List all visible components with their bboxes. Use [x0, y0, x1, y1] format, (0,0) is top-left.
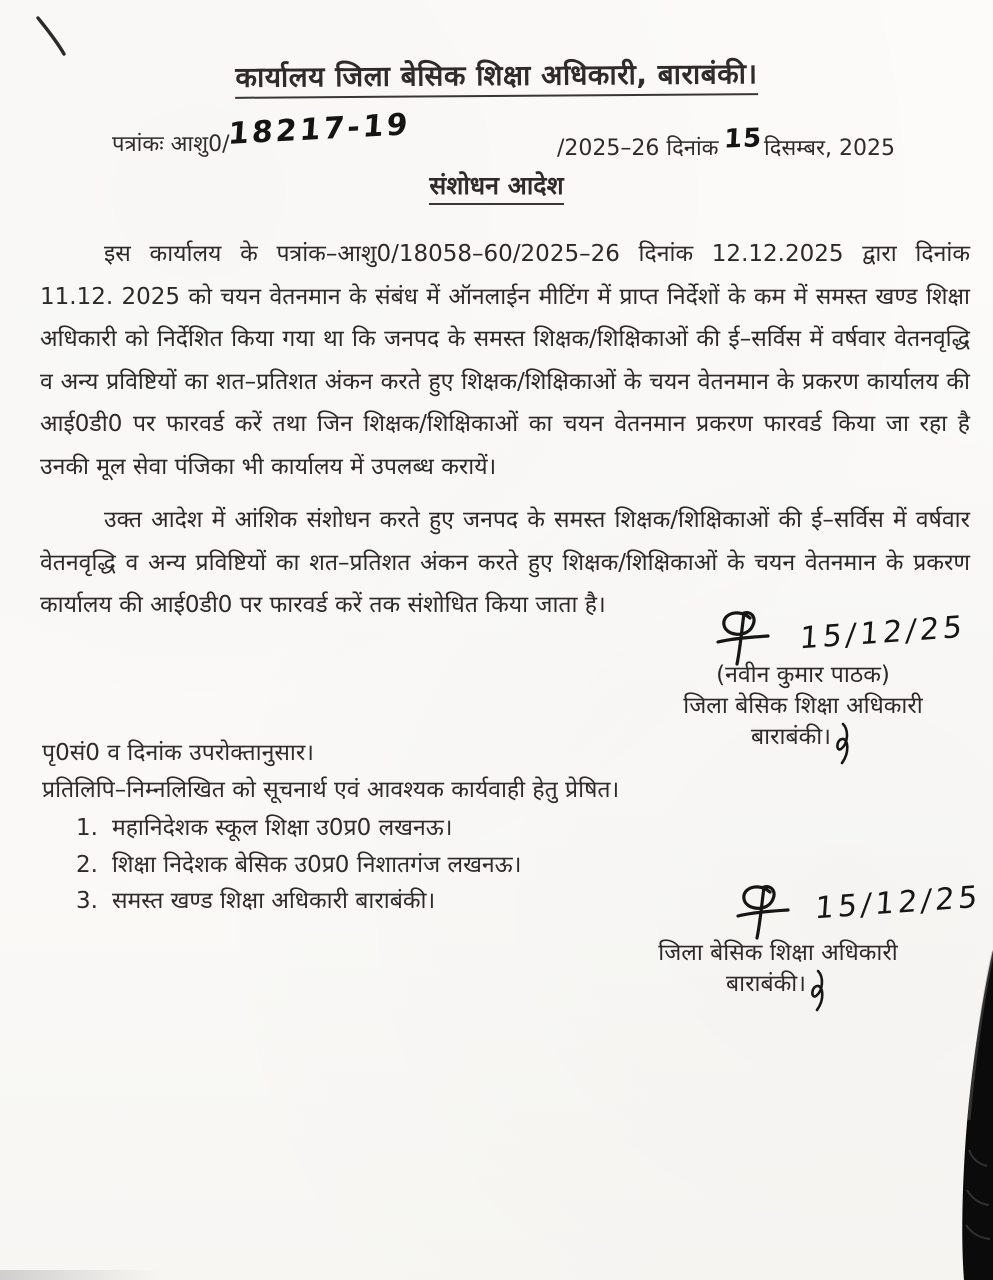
copy-list: [76, 810, 521, 920]
signatory-1-designation: जिला बेसिक शिक्षा अधिकारी: [683, 693, 923, 719]
date-day-handwritten: 15: [723, 123, 763, 155]
fiscal-date-prefix: /2025–26 दिनांक: [557, 136, 719, 161]
signature-2: [728, 878, 988, 944]
signatory-1-name: (नवीन कुमार पाठक): [716, 662, 890, 688]
paragraph-2: उक्त आदेश में आंशिक संशोधन करते हुए जनपद के समस्त शिक्षक/शिक्षिकाओं की ई–सर्विस में वर्षवार वेतनवृद्धि व अन्य प्रविष्टियों का शत–प्रतिशत अंकन करते हुए शिक्षक/शिक्षिकाओं के चयन वेतनमान के प्रकरण कार्यालय की आई0डी0 पर फारवर्ड करें तक संशोधित किया जाता है।: [40, 507, 970, 618]
copy-item-text: शिक्षा निदेशक बेसिक उ0प्र0 निशातगंज लखनऊ।: [111, 851, 522, 878]
office-title-row: [0, 53, 993, 98]
signatory-2-block: [608, 938, 948, 1013]
scan-shadow: [929, 950, 993, 1280]
subject-heading-row: [0, 168, 993, 202]
pen-stroke-top-left: [30, 10, 80, 66]
copy-item-text: महानिदेशक स्कूल शिक्षा उ0प्र0 लखनऊ।: [111, 815, 453, 841]
copy-item: [76, 883, 521, 920]
signatory-2-designation: जिला बेसिक शिक्षा अधिकारी: [658, 940, 898, 966]
office-title: कार्यालय जिला बेसिक शिक्षा अधिकारी, बाराबंकी।: [235, 57, 757, 99]
copy-item: [76, 810, 521, 847]
date-rest: दिसम्बर, 2025: [764, 136, 895, 161]
scan-edge-bottom-left: [0, 1270, 160, 1280]
copy-line: प्रतिलिपि–निम्नलिखित को सूचनार्थ एवं आवश्यक कार्यवाही हेतु प्रेषित।: [42, 777, 620, 803]
pen-flourish-icon: [833, 722, 855, 766]
signatory-2-place: बाराबंकी।: [726, 971, 806, 997]
copy-item-text: समस्त खण्ड शिक्षा अधिकारी बाराबंकी।: [111, 888, 436, 914]
subject-heading: संशोधन आदेश: [429, 171, 563, 205]
signatory-1-place-row: [648, 722, 958, 766]
copy-item: [76, 847, 521, 884]
pen-flourish-icon: [808, 969, 830, 1013]
paragraph-1: इस कार्यालय के पत्रांक–आशु0/18058–60/2025–26 दिनांक 12.12.2025 द्वारा दिनांक 11.12. 2025 को चयन वेतनमान के संबंध में ऑनलाईन मीटिंग में प्राप्त निर्देशों के कम में समस्त खण्ड शिक्षा अधिकारी को निर्देशित किया गया था कि जनपद के समस्त शिक्षक/शिक्षिकाओं की ई–सर्विस में वर्षवार वेतनवृद्धि व अन्य प्रविष्टियों का शत–प्रतिशत अंकन करते हुए शिक्षक/शिक्षिकाओं के चयन वेतनमान के प्रकरण कार्यालय की आई0डी0 पर फारवर्ड करें तथा जिन शिक्षक/शिक्षिकाओं का चयन वेतनमान प्रकरण फारवर्ड किया जा रहा है उनकी मूल सेवा पंजिका भी कार्यालय में उपलब्ध करायें।: [40, 241, 970, 480]
signatory-1-block: [648, 660, 958, 766]
copy-item-number: 1.: [76, 815, 98, 841]
signature-1-date: 15/12/25: [798, 609, 968, 657]
ref-line: पृ0सं0 व दिनांक उपरोक्तानुसार।: [42, 740, 314, 766]
letter-no-label: पत्रांकः आशु0/: [112, 132, 230, 157]
signatory-1-place: बाराबंकी।: [751, 724, 831, 750]
signatory-2-place-row: [608, 969, 948, 1013]
letter-no-handwritten: 18217-19: [226, 107, 412, 152]
signature-2-date: 15/12/25: [813, 879, 983, 927]
copy-item-number: 2.: [76, 851, 98, 878]
copy-item-number: 3.: [76, 888, 98, 914]
